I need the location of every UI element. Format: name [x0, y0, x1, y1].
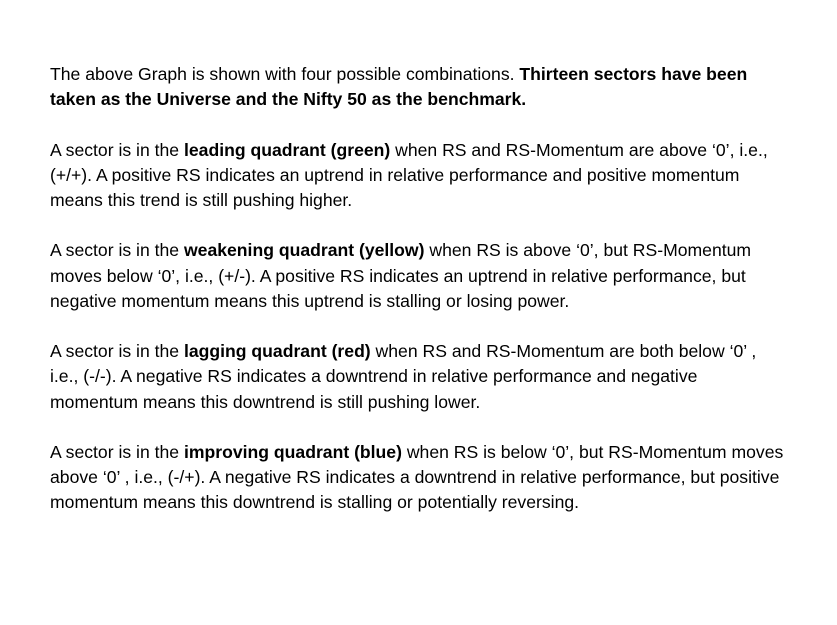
improving-quadrant-term: improving quadrant (blue)	[183, 441, 402, 462]
weakening-quadrant-term: weakening quadrant (yellow)	[183, 240, 425, 261]
leading-quadrant-paragraph	[50, 138, 785, 214]
leading-quadrant-term: leading quadrant (green)	[183, 139, 391, 160]
lagging-quadrant-term: lagging quadrant (red)	[183, 341, 371, 362]
intro-text: The above Graph is shown with four possible combinations.	[50, 64, 520, 84]
improving-description: when RS is below ‘0’, but RS-Momentum moves above ‘0’ , i.e., (-/+). A negative RS indicates a downtrend in relative performance, but positive momentum means this downtrend is stalling or potentially reversing.	[50, 441, 784, 513]
lagging-lead-text: A sector is in the	[50, 341, 184, 362]
improving-lead-text: A sector is in the	[50, 441, 184, 462]
intro-paragraph	[50, 62, 785, 112]
lagging-description: when RS and RS-Momentum are both below ‘0’ , i.e., (-/-). A negative RS indicates a downtrend in relative performance and negative momentum means this downtrend is still pushing lower.	[50, 341, 757, 412]
weakening-lead-text: A sector is in the	[50, 240, 184, 261]
leading-lead-text: A sector is in the	[50, 139, 184, 160]
lagging-quadrant-paragraph	[50, 339, 785, 415]
leading-description: when RS and RS-Momentum are above ‘0’, i.e., (+/+). A positive RS indicates an uptrend in relative performance and positive momentum means this trend is still pushing higher.	[50, 139, 768, 210]
weakening-description: when RS is above ‘0’, but RS-Momentum moves below ‘0’, i.e., (+/-). A positive RS indicates an uptrend in relative performance, but negative momentum means this uptrend is stalling or losing power.	[50, 240, 752, 311]
improving-quadrant-paragraph	[50, 440, 785, 516]
weakening-quadrant-paragraph	[50, 238, 785, 314]
intro-emphasis: Thirteen sectors have been taken as the Universe and the Nifty 50 as the benchmark.	[50, 64, 748, 110]
document-body	[50, 62, 785, 516]
